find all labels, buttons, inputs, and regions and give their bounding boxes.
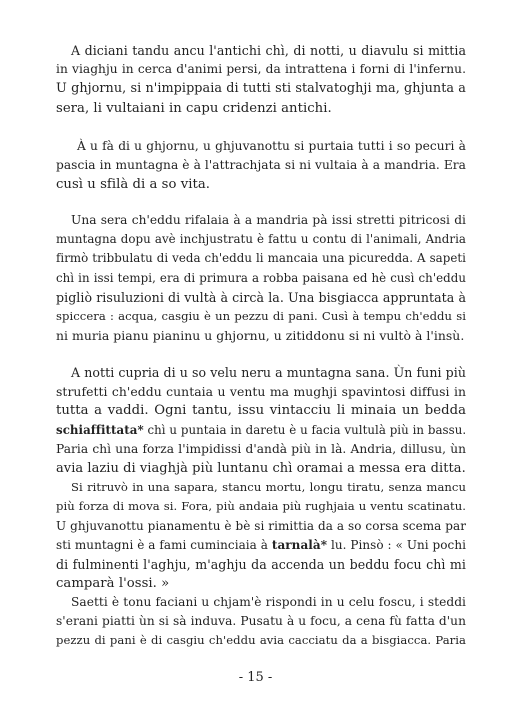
text-line: Paria chì una forza l'impidissi d'andà più in là. Andria, dillusu, ùn — [56, 441, 466, 456]
text-line: in viaghju in cerca d'animi persi, da intrattena i forni di l'infernu. — [56, 62, 466, 77]
paragraph-3 — [56, 211, 466, 345]
text-line: pigliò risuluzioni di vultà à circà la. Una bisgiacca appruntata à — [56, 289, 466, 305]
text-line-with-bold: sti muntagni è a fami cuminciaia à tarnalà* lu. Pinsò : « Uni pochi — [56, 537, 466, 552]
text-line: spiccera : acqua, casgiu è un pezzu di pani. Cusì à tempu ch'eddu si — [56, 308, 466, 323]
text-line: A diciani tandu ancu l'antichi chì, di notti, u diavulu si mittia — [71, 43, 466, 58]
text-line: firmò tribbulatu di veda ch'eddu li mancaia una picuredda. A sapeti — [56, 251, 466, 266]
text-line: Una sera ch'eddu rifalaia à a mandria pà issi stretti pitricosi di — [71, 213, 466, 227]
text-line: pascia in muntagna è à l'attrachjata si ni vultaia à a mandria. Era — [56, 158, 466, 173]
text-line: strufetti ch'eddu cuntaia u ventu ma mughji spavintosi diffusi in — [56, 384, 466, 400]
paragraph-5 — [56, 593, 466, 651]
text-line: Saetti è tonu faciani u chjam'è rispondi in u celu foscu, i steddi — [71, 595, 466, 609]
bold-term: schiaffittata* — [56, 422, 144, 437]
paragraph-4 — [56, 363, 466, 593]
text-line: camparà l'ossi. » — [56, 576, 170, 592]
text-line: sera, li vultaiani in capu cridenzi antichi. — [56, 100, 332, 116]
text-line: cusì u sfilà di a so vita. — [56, 177, 211, 193]
text-line-with-bold: schiaffittata* chì u puntaia in daretu è u facia vultulà più in bassu. — [56, 422, 467, 437]
text-line: s'erani piatti ùn si sà induva. Pusatu à u focu, a cena fù fatta d'un — [56, 614, 466, 629]
bold-term: tarnalà* — [271, 537, 328, 552]
text-line: ni muria pianu pianinu u ghjornu, u zitiddonu si ni vultò à l'insù. — [56, 328, 465, 344]
text-line: U ghjornu, si n'impippaia di tutti sti stalvatoghji ma, ghjunta a — [56, 81, 466, 97]
text-line: di fulminenti l'aghju, m'aghju da accenda un beddu focu chì mi — [56, 556, 466, 572]
paragraph-2 — [56, 137, 466, 195]
page-number: - 15 - — [238, 670, 273, 685]
text-line: tutta a vaddi. Ogni tantu, issu vintacciu li minaia un bedda — [56, 403, 466, 419]
text-line: Si ritruvò in una sapara, stancu mortu, longu tiratu, senza mancu — [71, 480, 466, 495]
text-line: A notti cupria di u so velu neru a muntagna sana. Ùn funi più — [71, 365, 466, 380]
text-line: pezzu di pani è di casgiu ch'eddu avia cacciatu da a bisgiacca. Paria — [56, 633, 466, 648]
text-line: À u fà di u ghjornu, u ghjuvanottu si purtaia tutti i so pecuri à — [77, 139, 466, 153]
text-line: avia laziu di viaghjà più luntanu chì oramai a messa era ditta. — [56, 460, 466, 476]
text-line: più forza di mova si. Fora, più andaia più rughjaia u ventu scatinatu. — [56, 499, 466, 514]
paragraph-1 — [56, 41, 466, 118]
text-line: muntagna dopu avè inchjustratu è fattu u contu di l'animali, Andria — [56, 232, 466, 247]
text-line: U ghjuvanottu pianamentu è bè si rimittia da a so corsa scema par — [56, 518, 466, 533]
text-line: chì in issi tempi, era di primura a robba paisana ed hè cusì ch'eddu — [56, 270, 466, 285]
